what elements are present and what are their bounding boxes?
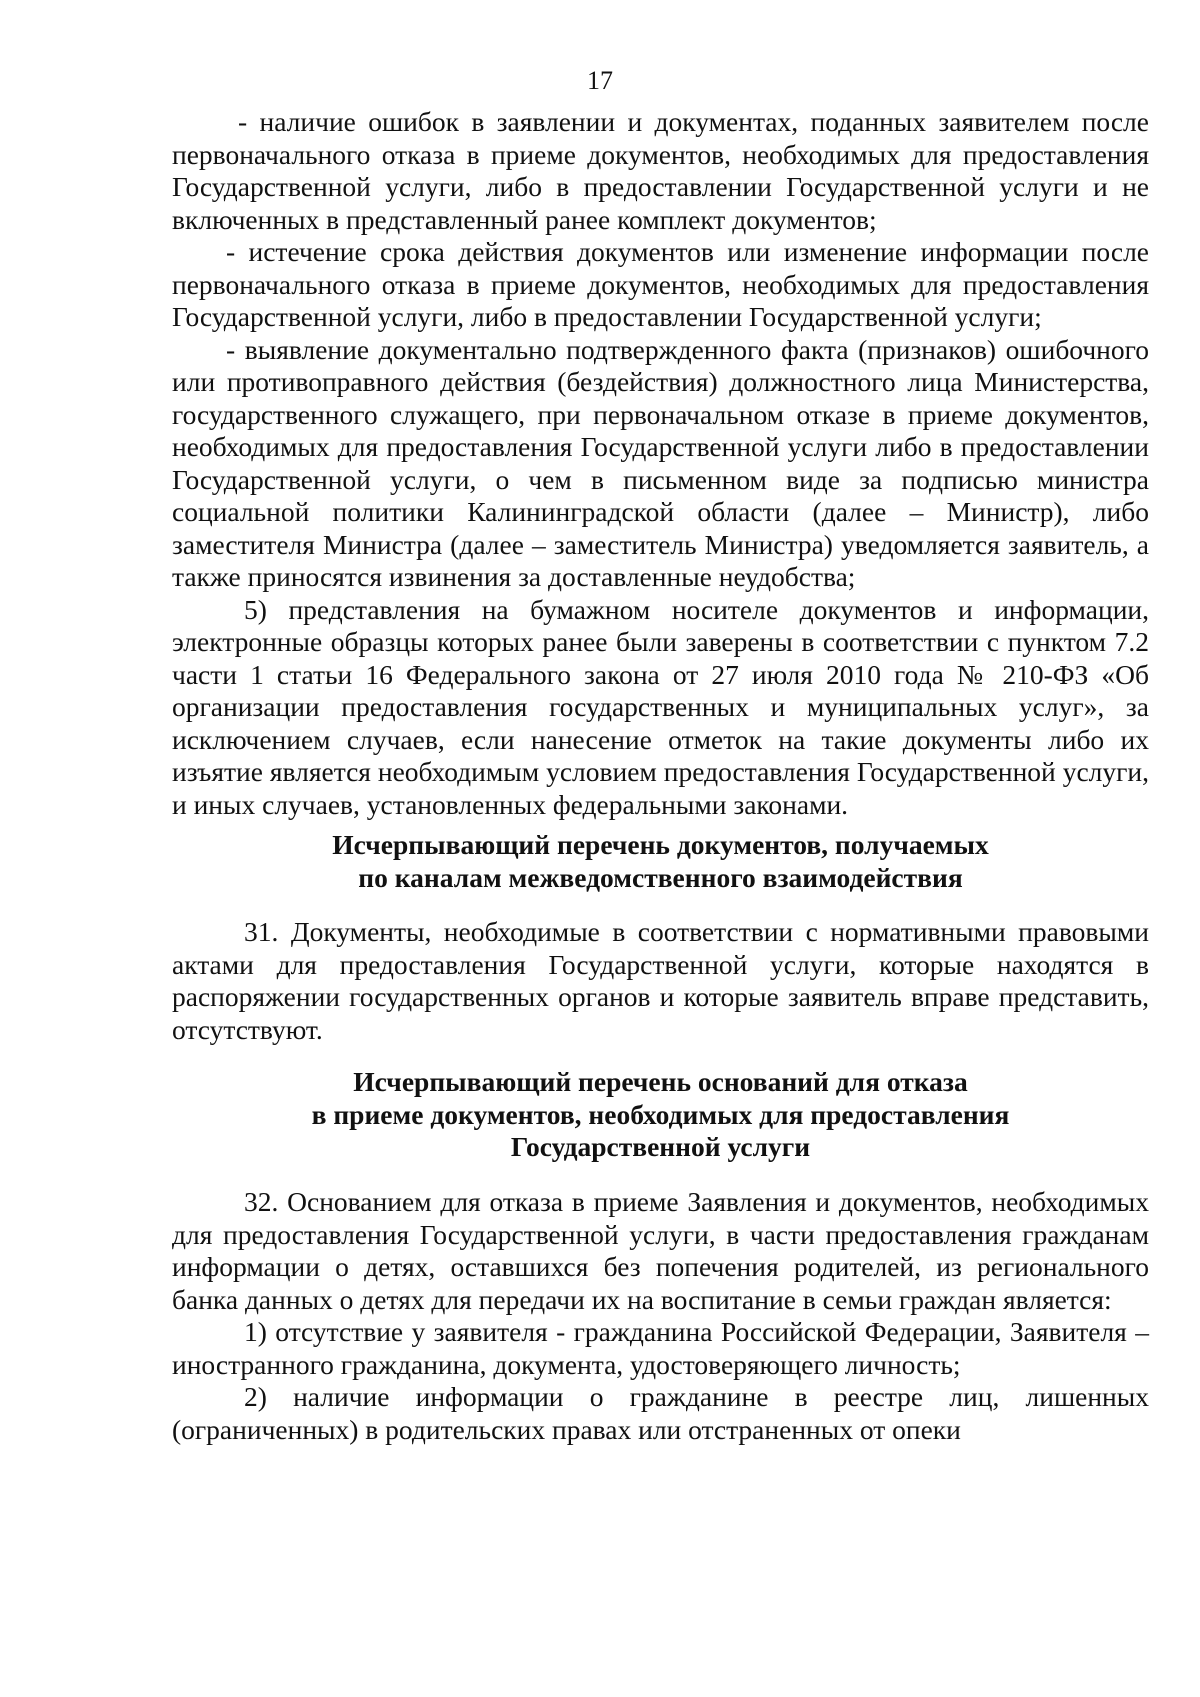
page-number: 17 bbox=[587, 66, 613, 95]
section-heading-1 bbox=[172, 829, 1149, 894]
paragraph: 5) представления на бумажном носителе документов и информации, электронные образцы которых ранее были заверены в соответствии с пунктом 7.2 части 1 статьи 16 Федерального закона от 27 июля 2010 года № 210-ФЗ «Об организации предоставления государственных и муниципальных услуг», за исключением случаев, если нанесение отметок на такие документы либо их изъятие является необходимым условием предоставления Государственной услуги, и иных случаев, установленных федеральными законами. bbox=[172, 593, 1149, 820]
paragraph: 31. Документы, необходимые в соответствии с нормативными правовыми актами для предоставления Государственной услуги, которые находятся в распоряжении государственных органов и которые заявитель вправе представить, отсутствуют. bbox=[172, 916, 1149, 1045]
text-block-1 bbox=[172, 106, 1149, 821]
paragraph: - выявление документально подтвержденного факта (признаков) ошибочного или противоправного действия (бездействия) должностного лица Министерства, государственного служащего, при первоначальном отказе в приеме документов, необходимых для предоставления Государственной услуги либо в предоставлении Государственной услуги, о чем в письменном виде за подписью министра социальной политики Калининградской области (далее – Министр), либо заместителя Министра (далее – заместитель Министра) уведомляется заявитель, а также приносятся извинения за доставленные неудобства; bbox=[172, 333, 1149, 592]
heading-line: Исчерпывающий перечень документов, получаемых bbox=[332, 829, 989, 860]
heading-line: в приеме документов, необходимых для предоставления bbox=[311, 1098, 1010, 1130]
heading-line: Исчерпывающий перечень оснований для отказа bbox=[353, 1066, 968, 1097]
paragraph: 2) наличие информации о гражданине в реестре лиц, лишенных (ограниченных) в родительских правах или отстраненных от опеки bbox=[172, 1381, 1149, 1445]
paragraph: 32. Основанием для отказа в приеме Заявления и документов, необходимых для предоставления Государственной услуги, в части предоставления гражданам информации о детях, оставшихся без попечения родителей, из регионального банка данных о детях для передачи их на воспитание в семьи граждан является: bbox=[172, 1186, 1149, 1315]
text-block-2 bbox=[172, 916, 1149, 1046]
paragraph: - наличие ошибок в заявлении и документах, поданных заявителем после первоначального отказа в приеме документов, необходимых для предоставления Государственной услуги, либо в предоставлении Государственной услуги и не включенных в представленный ранее комплект документов; bbox=[172, 106, 1149, 235]
heading-line: по каналам межведомственного взаимодействия bbox=[358, 861, 963, 893]
heading-line: Государственной услуги bbox=[510, 1131, 811, 1162]
section-heading-2 bbox=[172, 1066, 1149, 1164]
paragraph: - истечение срока действия документов или изменение информации после первоначального отказа в приеме документов, необходимых для предоставления Государственной услуги, либо в предоставлении Государственной услуги; bbox=[172, 236, 1149, 332]
text-block-3 bbox=[172, 1186, 1149, 1446]
paragraph: 1) отсутствие у заявителя - гражданина Российской Федерации, Заявителя – иностранного гражданина, документа, удостоверяющего личность; bbox=[172, 1316, 1149, 1380]
